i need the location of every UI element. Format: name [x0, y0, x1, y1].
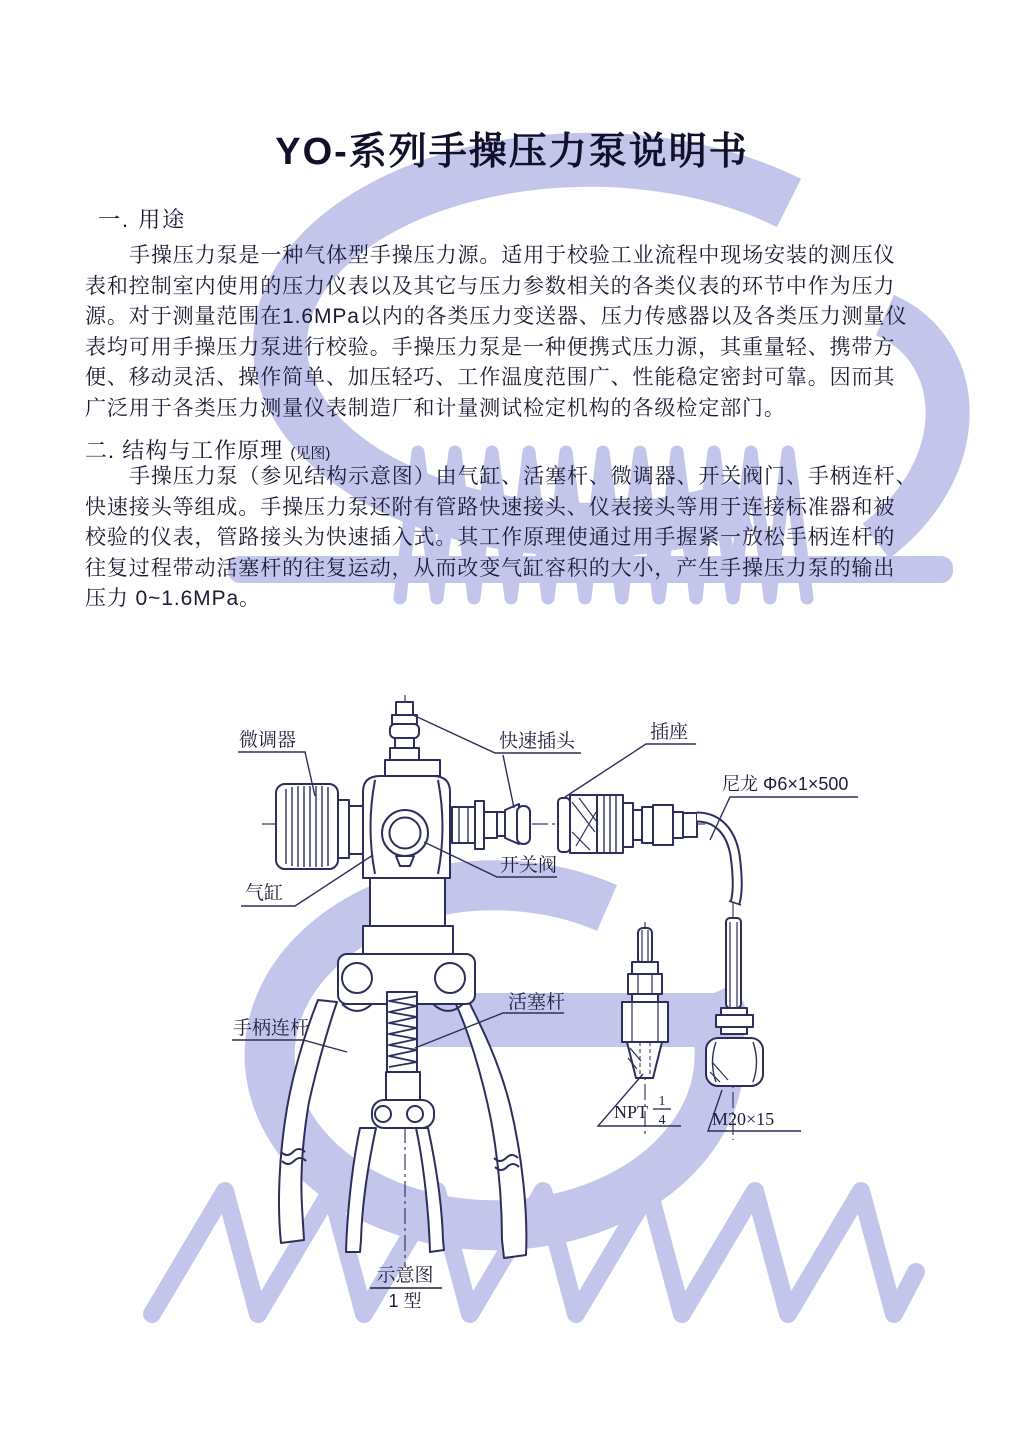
label-npt: NPT	[614, 1102, 649, 1122]
label-fine-adjuster: 微调器	[239, 730, 297, 751]
paragraph-line: 源。对于测量范围在1.6MPa以内的各类压力变送器、压力传感器以及各类压力测量仪	[85, 305, 908, 328]
paragraph-line: 便、移动灵活、操作简单、加压轻巧、工作温度范围广、性能稳定密封可靠。因而其	[85, 366, 896, 389]
section2-heading-text: 二. 结构与工作原理	[85, 438, 284, 463]
caption-title: 示意图	[376, 1265, 434, 1286]
paragraph-line: 手操压力泵（参见结构示意图）由气缸、活塞杆、微调器、开关阀门、手柄连杆、	[129, 465, 918, 488]
piston-rod-spring	[372, 992, 434, 1128]
valve-body	[363, 776, 450, 878]
label-handle-link: 手柄连杆	[233, 1018, 310, 1039]
label-switch-valve: 开关阀	[500, 855, 558, 876]
m20-fitting	[706, 918, 763, 1086]
label-quick-plug: 快速插头	[499, 731, 576, 752]
paragraph-line: 表和控制室内使用的压力仪表以及其它与压力参数相关的各类仪表的环节中作为压力	[85, 274, 896, 298]
label-air-cylinder: 气缸	[245, 883, 284, 904]
page-title: YO-系列手操压力泵说明书	[275, 131, 749, 173]
label-piston-rod: 活塞杆	[508, 992, 566, 1013]
section1-heading: 一. 用途	[98, 207, 187, 232]
npt-fitting	[622, 928, 668, 1078]
outlet-fitting	[452, 801, 530, 849]
caption-type: 1 型	[388, 1291, 422, 1311]
paragraph-line: 校验的仪表，管路接头为快速插入式。其工作原理使通过用手握紧一放松手柄连杆的	[85, 526, 896, 549]
section2-heading-note: (见图)	[290, 445, 331, 462]
paragraph-line: 往复过程带动活塞杆的往复运动，从而改变气缸容积的大小，产生手操压力泵的输出	[85, 556, 896, 580]
paragraph-line: 表均可用手操压力泵进行校验。手操压力泵是一种便携式压力源，其重量轻、携带方	[85, 335, 896, 359]
socket-assembly	[558, 795, 697, 853]
quick-plug-top	[385, 702, 440, 776]
label-nylon-tube: 尼龙 Φ6×1×500	[722, 774, 849, 794]
nylon-tube	[697, 817, 741, 905]
label-npt-numerator: 1	[658, 1094, 666, 1109]
paragraph-line: 快速接头等组成。手操压力泵还附有管路快速接头、仪表接头等用于连接标准器和被	[85, 495, 896, 519]
paragraph-line: 手操压力泵是一种气体型手操压力源。适用于校验工业流程中现场安装的测压仪	[129, 244, 896, 267]
paragraph-line: 广泛用于各类压力测量仪表制造厂和计量测试检定机构的各级检定部门。	[85, 396, 786, 420]
label-m20: M20×15	[712, 1109, 775, 1129]
fine-adjuster-knob	[276, 784, 363, 869]
paragraph-line: 压力 0~1.6MPa。	[85, 587, 261, 610]
label-npt-denominator: 4	[658, 1113, 666, 1128]
label-socket: 插座	[650, 722, 689, 743]
